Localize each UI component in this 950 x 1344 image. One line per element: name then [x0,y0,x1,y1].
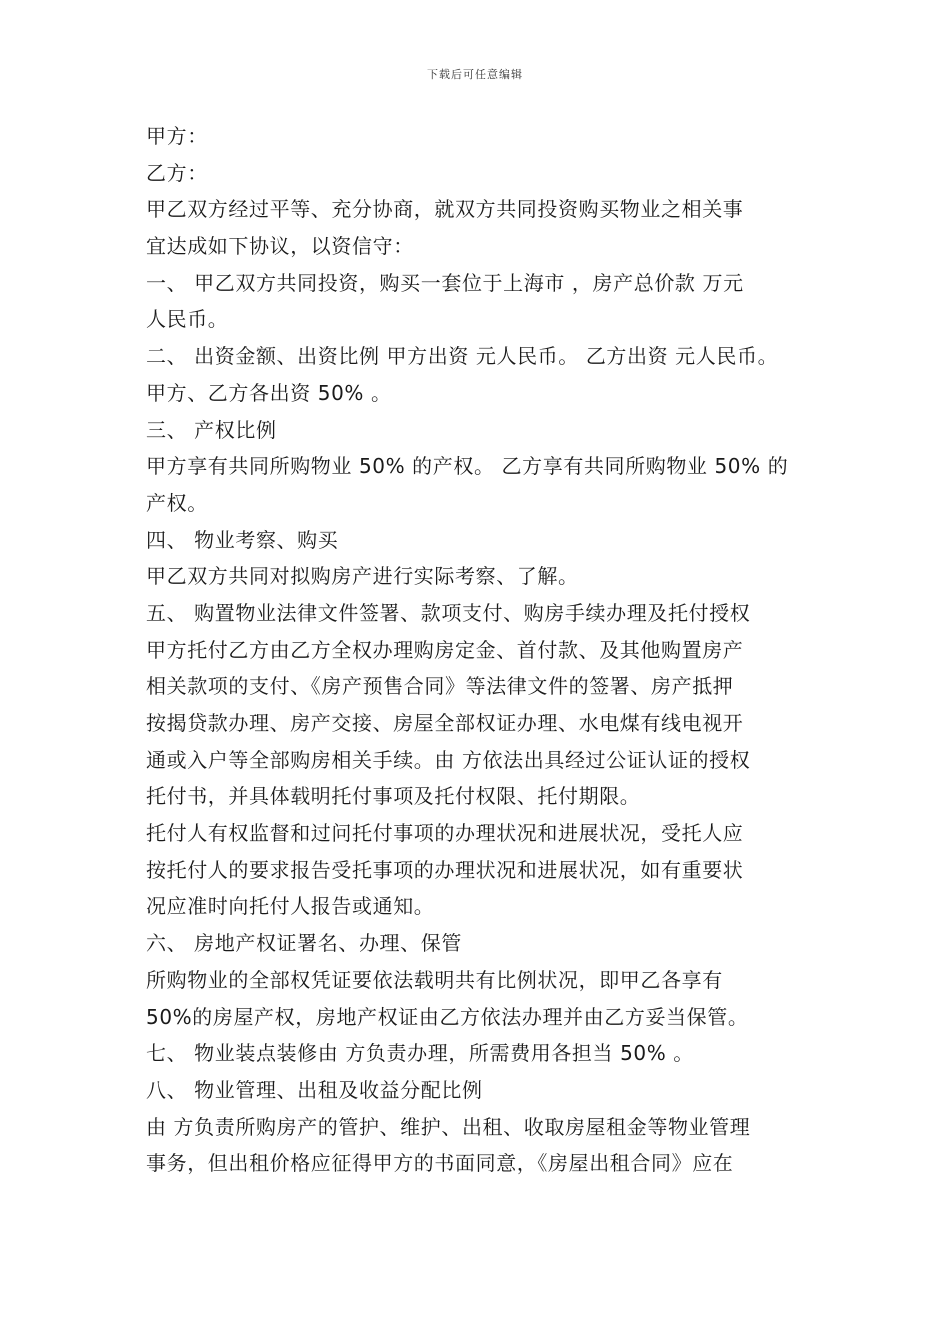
text-line: 托付书，并具体载明托付事项及托付权限、托付期限。 [146,784,641,809]
text-line: 按托付人的要求报告受托事项的办理状况和进展状况，如有重要状 [146,857,744,882]
text-line: 甲方享有共同所购物业 50% 的产权。 乙方享有共同所购物业 50% 的 [146,454,789,479]
text-line: 托付人有权监督和过问托付事项的办理状况和进展状况，受托人应 [146,821,744,846]
text-line: 按揭贷款办理、房产交接、房屋全部权证办理、水电煤有线电视开 [146,711,744,735]
text-line: 甲乙双方共同对拟购房产进行实际考察、了解。 [146,564,579,589]
page-header-note: 下载后可任意编辑 [427,68,523,81]
clause-6-heading: 六、 房地产权证署名、办理、保管 [146,931,462,956]
text-line: 相关款项的支付、《房产预售合同》等法律文件的签署、房产抵押 [146,674,734,699]
clause-3-heading: 三、 产权比例 [146,417,277,442]
text-line-party-a: 甲方： [146,124,208,148]
clause-5-heading: 五、 购置物业法律文件签署、款项支付、购房手续办理及托付授权 [146,600,751,625]
text-line: 宜达成如下协议，以资信守： [146,234,414,259]
text-line: 通或入户等全部购房相关手续。由 方依法出具经过公证认证的授权 [146,747,751,772]
text-line-party-b: 乙方： [146,160,208,185]
clause-2-heading: 二、 出资金额、出资比例 甲方出资 元人民币。 乙方出资 元人民币。 [146,344,779,369]
clause-7-heading: 七、 物业装点装修由 方负责办理，所需费用各担当 50% 。 [146,1041,694,1066]
text-line: 甲方、乙方各出资 50% 。 [146,380,392,405]
document-body [146,118,814,1182]
text-line: 事务，但出租价格应征得甲方的书面同意，《房屋出租合同》应在 [146,1151,734,1176]
text-line: 况应准时向托付人报告或通知。 [146,894,435,919]
text-line: 人民币。 [146,307,229,332]
text-line: 所购物业的全部权凭证要依法载明共有比例状况，即甲乙各享有 [146,967,723,992]
clause-4-heading: 四、 物业考察、购买 [146,527,339,552]
clause-8-heading: 八、 物业管理、出租及收益分配比例 [146,1077,483,1102]
text-line: 50%的房屋产权，房地产权证由乙方依法办理并由乙方妥当保管。 [146,1004,749,1029]
text-line: 甲乙双方经过平等、充分协商，就双方共同投资购买物业之相关事 [146,197,744,222]
text-line: 由 方负责所购房产的管护、维护、出租、收取房屋租金等物业管理 [146,1114,751,1139]
text-line: 甲方托付乙方由乙方全权办理购房定金、首付款、及其他购置房产 [146,637,744,662]
clause-1-heading: 一、 甲乙双方共同投资，购买一套位于上海市 ，房产总价款 万元 [146,270,744,295]
text-line: 产权。 [146,490,208,515]
